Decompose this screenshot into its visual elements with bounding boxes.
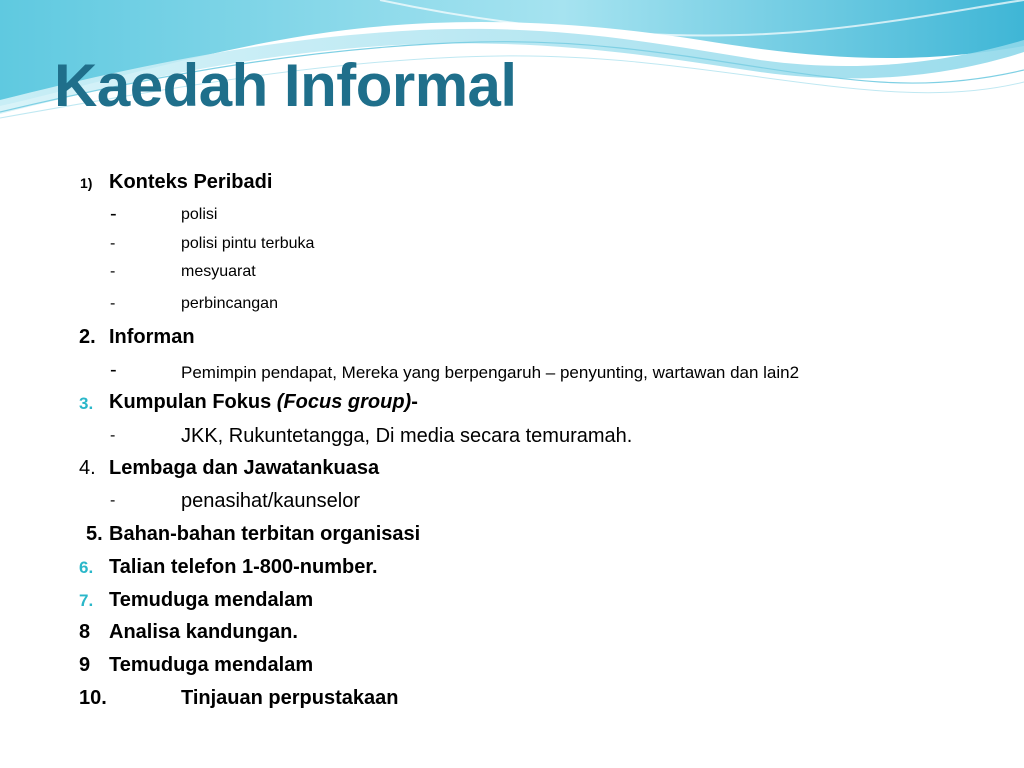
item-number: 5.: [86, 523, 103, 545]
item-number: 4.: [79, 457, 96, 479]
item-number: 1): [80, 175, 93, 191]
item-label: Analisa kandungan.: [109, 621, 298, 643]
sub-item-text: Pemimpin pendapat, Mereka yang berpengaruh – penyunting, wartawan dan lain2: [181, 363, 800, 382]
item-label: Tinjauan perpustakaan: [181, 687, 399, 709]
item-number: 7.: [79, 591, 94, 610]
item-number: 9: [79, 654, 91, 676]
item-number: 6.: [79, 558, 94, 577]
bullet-dash: -: [110, 203, 117, 225]
sub-item-text: penasihat/kaunselor: [181, 490, 361, 512]
bullet-dash: -: [110, 359, 117, 381]
slide-title: Kaedah Informal: [54, 52, 517, 119]
sub-item-text: polisi: [181, 206, 218, 223]
item-label-text: Kumpulan Fokus: [109, 391, 277, 413]
item-label-italic: (Focus group): [276, 391, 412, 413]
item-label: Informan: [109, 326, 195, 348]
item-number: 2.: [79, 326, 96, 348]
item-number: 10.: [79, 687, 107, 709]
item-label: Lembaga dan Jawatankuasa: [109, 457, 380, 479]
bullet-dash: -: [110, 492, 116, 509]
item-number: 3.: [79, 394, 94, 413]
item-label-suffix: -: [411, 391, 418, 413]
sub-item-text: JKK, Rukuntetangga, Di media secara temuramah.: [181, 425, 633, 447]
sub-item-text: mesyuarat: [181, 263, 256, 280]
item-number: 8: [79, 621, 91, 643]
bullet-dash: -: [110, 427, 116, 444]
item-label: [109, 392, 418, 412]
bullet-dash: -: [110, 263, 116, 280]
item-label: Temuduga mendalam: [109, 654, 314, 676]
bullet-dash: -: [110, 295, 116, 312]
sub-item-text: polisi pintu terbuka: [181, 235, 315, 252]
item-label: Bahan-bahan terbitan organisasi: [109, 523, 421, 545]
item-label: Talian telefon 1-800-number.: [109, 556, 378, 578]
item-label: Temuduga mendalam: [109, 589, 314, 611]
bullet-dash: -: [110, 235, 116, 252]
sub-item-text: perbincangan: [181, 295, 278, 312]
item-label: Konteks Peribadi: [109, 171, 273, 193]
